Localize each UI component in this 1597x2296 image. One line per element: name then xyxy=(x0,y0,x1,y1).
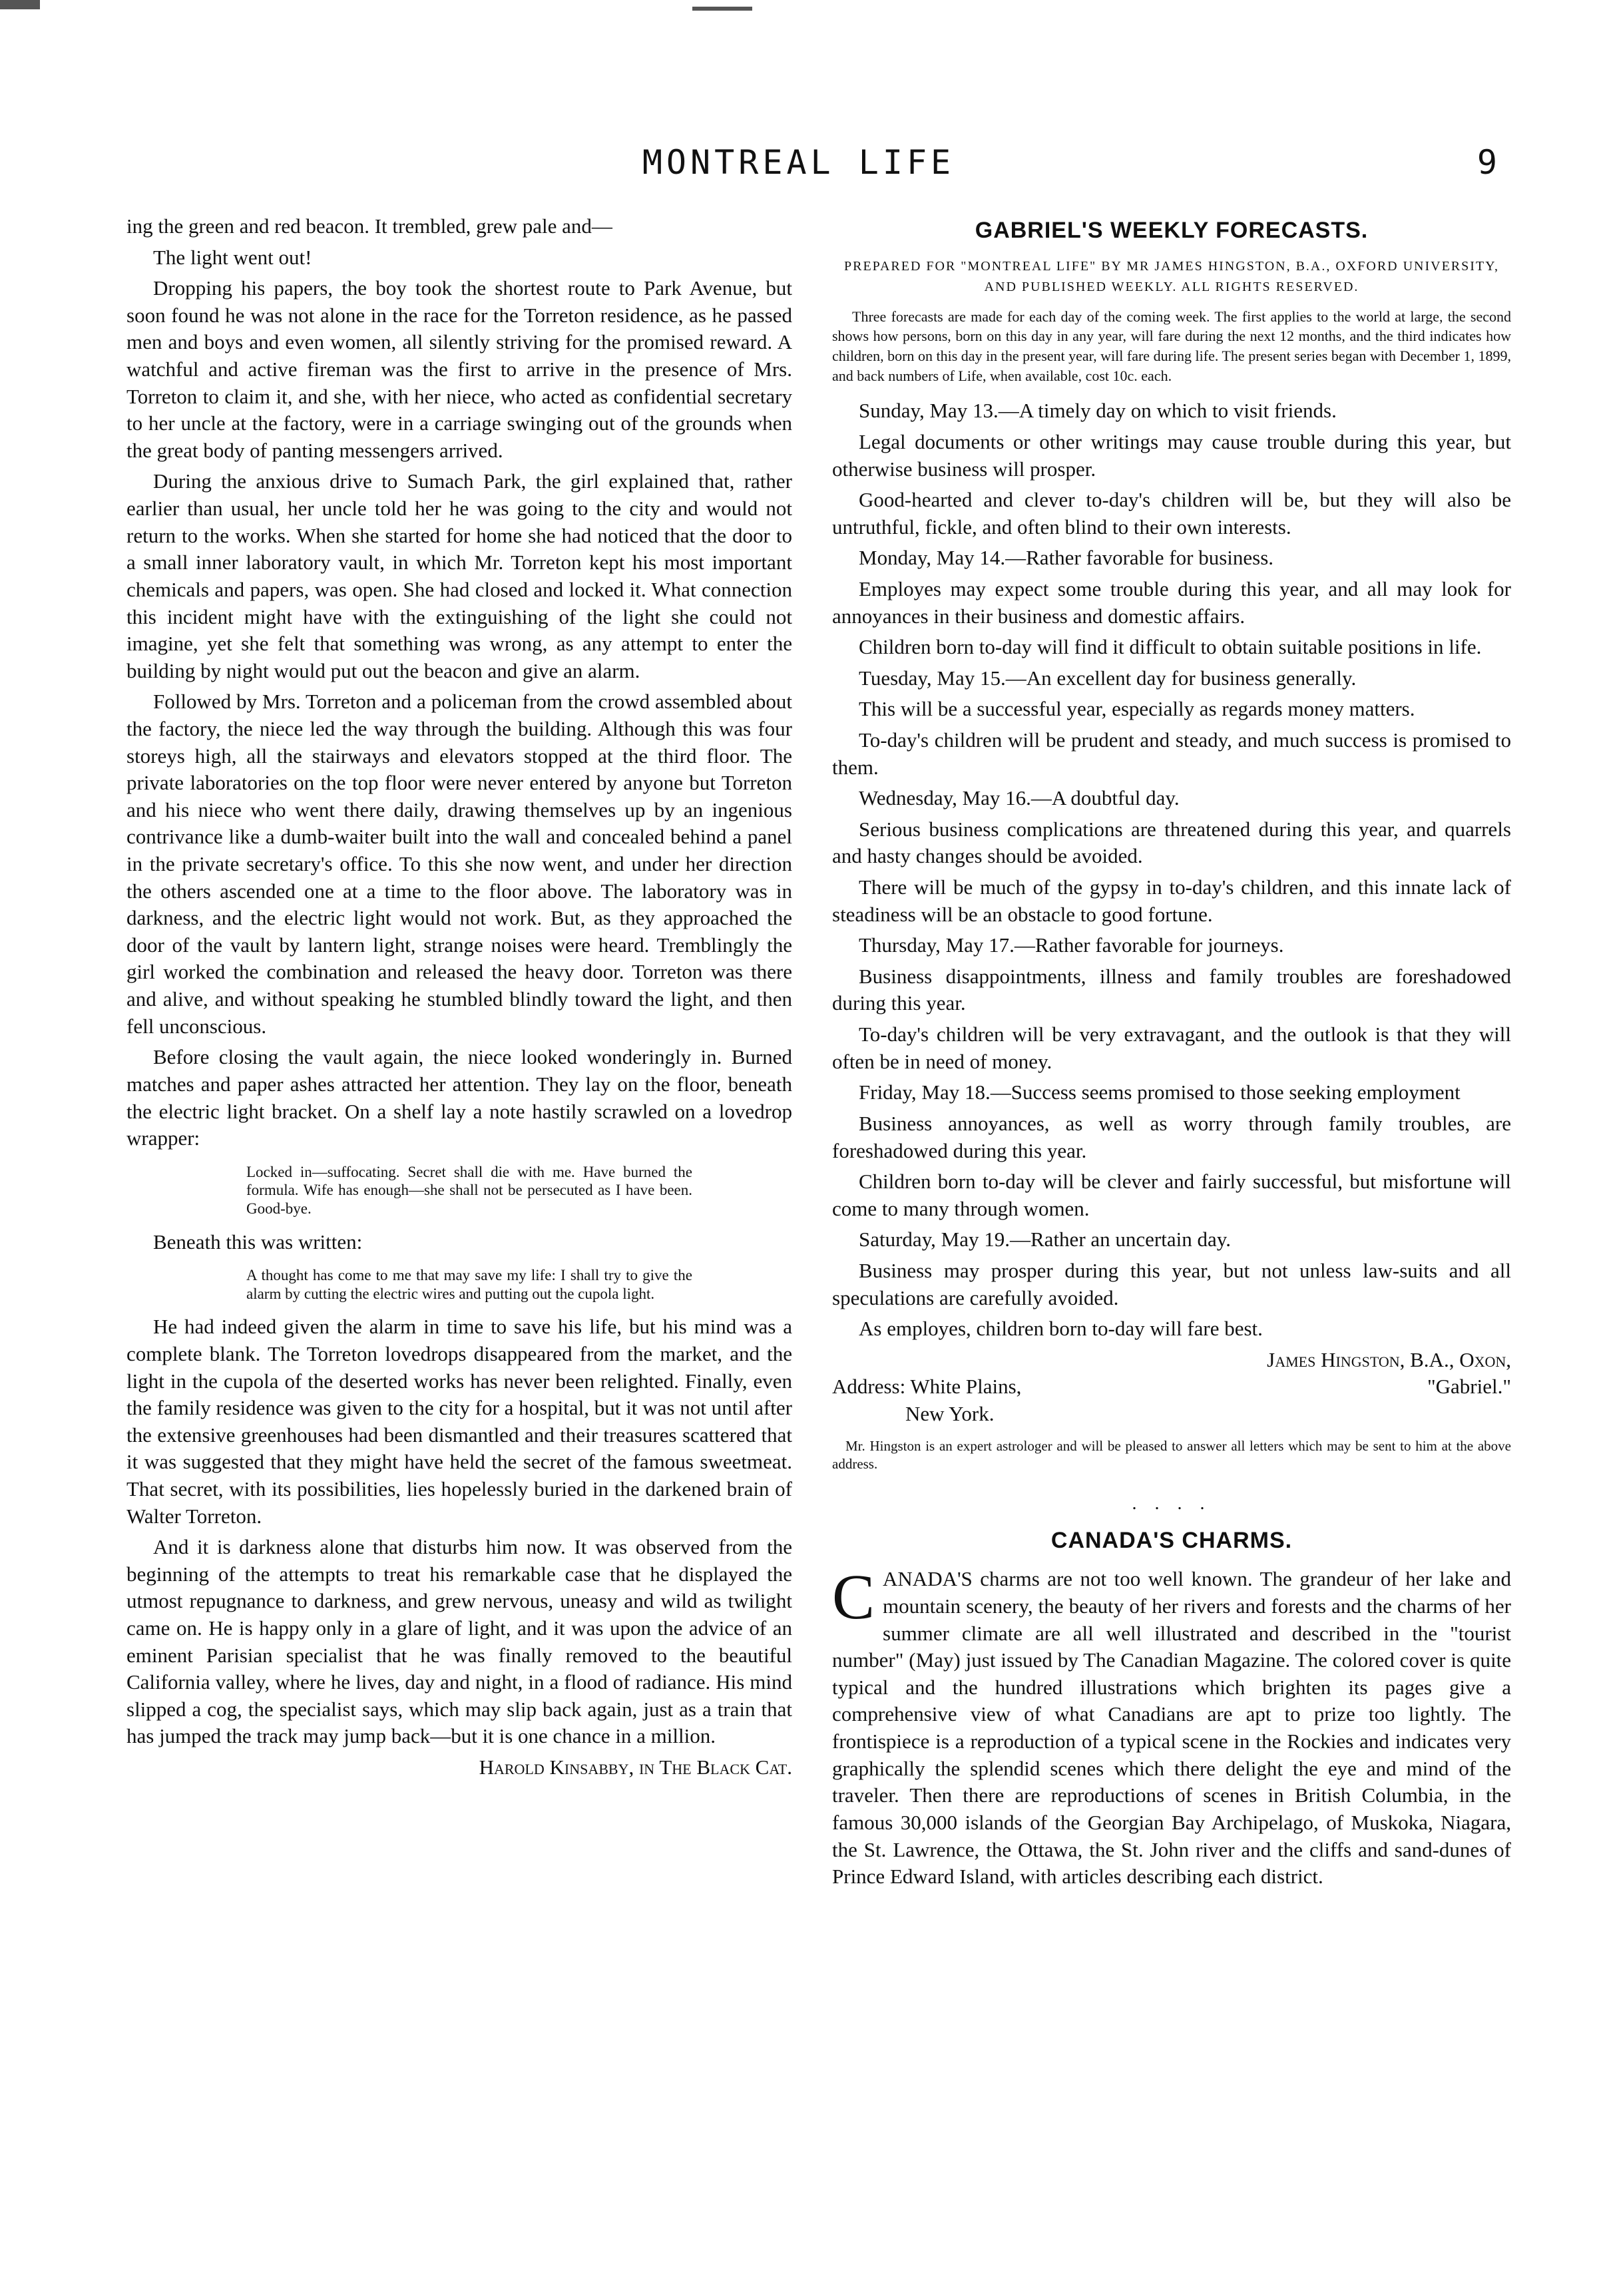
forecast-line: Sunday, May 13.—A timely day on which to visit friends. xyxy=(859,399,1337,423)
forecast-line: Thursday, May 17.—Rather favorable for journeys. xyxy=(859,933,1284,957)
second-note: A thought has come to me that may save my life: I shall try to give the alarm by cutting the electric wires and putting out the cupola light. xyxy=(246,1267,692,1302)
address-label: Address: White Plains, xyxy=(832,1375,1022,1399)
right-column xyxy=(832,213,1511,1895)
page-header xyxy=(0,143,1597,196)
scan-artifact-left xyxy=(0,0,40,9)
forecast-line: As employes, children born to-day will fare best. xyxy=(859,1317,1263,1341)
story-paragraph: Dropping his papers, the boy took the shortest route to Park Avenue, but soon found he was not alone in the race for the Torreton residence, as he passed men and boys and even women, all silently striving for the promised reward. A watchful and active fireman was the first to arrive in the presence of Mrs. Torreton to claim it, and she, with her niece, who acted as confidential secretary to her uncle at the factory, were in a carriage swinging out of the grounds when the great body of panting messengers arrived. xyxy=(126,276,792,462)
forecast-line: This will be a successful year, especially as regards money matters. xyxy=(859,697,1415,721)
forecast-line: Saturday, May 19.—Rather an uncertain day. xyxy=(859,1228,1231,1252)
forecasts-prefatory: Three forecasts are made for each day of the coming week. The first applies to the world at large, the second shows how persons, born on this day in any year, will fare during the next 12 months, and the third indicates how children, born on this day in the present year, will fare during life. The present series began with December 1, 1899, and back numbers of Life, when available, cost 10c. each. xyxy=(832,308,1511,384)
forecaster-signature: James Hingston, B.A., Oxon, xyxy=(1267,1347,1511,1371)
forecast-line: Children born to-day will find it difficult to obtain suitable positions in life. xyxy=(859,635,1482,659)
address-line xyxy=(832,1373,1511,1401)
page-number: 9 xyxy=(1477,143,1497,182)
forecast-line: Children born to-day will be clever and fairly successful, but misfortune will come to many through women. xyxy=(832,1170,1511,1220)
story-attribution: Harold Kinsabby, in The Black Cat. xyxy=(479,1755,792,1779)
forecasts-byline: PREPARED FOR "MONTREAL LIFE" BY MR JAMES HINGSTON, B.A., OXFORD UNIVERSITY, AND PUBLISHED WEEKLY. ALL RIGHTS RESERVED. xyxy=(843,258,1500,294)
forecast-line: Legal documents or other writings may cause trouble during this year, but otherwise business will prosper. xyxy=(832,429,1511,481)
drop-cap: C xyxy=(832,1561,875,1633)
section-separator: . . . . xyxy=(1132,1493,1212,1514)
forecast-line: Business annoyances, as well as worry through family troubles, are foreshadowed during this year. xyxy=(832,1111,1511,1162)
forecast-line: Business disappointments, illness and family troubles are foreshadowed during this year. xyxy=(832,964,1511,1015)
story-paragraph: Before closing the vault again, the niece looked wonderingly in. Burned matches and paper ashes attracted her attention. They lay on the floor, beneath the electric light bracket. On a shelf lay a note hastily scrawled on a lovedrop wrapper: xyxy=(126,1045,792,1150)
forecast-line: Wednesday, May 16.—A doubtful day. xyxy=(859,786,1180,810)
forecast-line: There will be much of the gypsy in to-day's children, and this innate lack of steadiness will be an obstacle to good fortune. xyxy=(832,875,1511,926)
forecast-line: Monday, May 14.—Rather favorable for business. xyxy=(859,546,1274,570)
charms-paragraph xyxy=(832,1561,1511,1890)
story-paragraph: And it is darkness alone that disturbs him now. It was observed from the beginning of the attempts to treat his remarkable case that he displayed the utmost repugnance to darkness, and grew nervous, uneasy and wild as twilight came on. He is happy only in a glare of light, and it was upon the advice of an eminent Parisian specialist that he was finally removed to the beautiful California valley, where he lives, day and night, in a flood of radiance. His mind slipped a cog, the specialist says, which may slip back again, just as a train that has jumped the track may jump back—but it is one chance in a million. xyxy=(126,1535,792,1748)
forecast-line: Business may prosper during this year, but not unless law-suits and all speculations are carefully avoided. xyxy=(832,1258,1511,1309)
story-paragraph: During the anxious drive to Sumach Park, the girl explained that, rather earlier than usual, her uncle told her he was going to the city and would not return to the works. When she started for home she had noticed that the door to a small inner laboratory vault, in which Mr. Torreton kept his most important chemicals and papers, was open. She had closed and locked it. What connection this incident might have with the extinguishing of the light she could not imagine, yet she felt that something was wrong, as any attempt to enter the building by night would put out the beacon and give an alarm. xyxy=(126,469,792,682)
scrawled-note: Locked in—suffocating. Secret shall die with me. Have burned the formula. Wife has enough—she shall not be persecuted as I have been. Good-bye. xyxy=(246,1163,692,1217)
story-paragraph: Beneath this was written: xyxy=(153,1230,363,1254)
forecast-line: Good-hearted and clever to-day's children will be, but they will also be untruthful, fickle, and often blind to their own interests. xyxy=(832,488,1511,539)
charms-title: CANADA'S CHARMS. xyxy=(1050,1527,1293,1553)
running-head: MONTREAL LIFE xyxy=(642,143,955,182)
scan-artifact-mid xyxy=(692,7,752,11)
charms-text: ANADA'S charms are not too well known. The grandeur of her lake and mountain scenery, the beauty of her rivers and forests and the charms of her summer climate are all well illustrated and described in the "tourist number" (May) just issued by The Canadian Magazine. The colored cover is quite typical and the hundred illustrations which brighten its pages give a comprehensive view of what Canadians are apt to prize too lightly. The frontispiece is a reproduction of a typical scene in the Rockies and indicates very graphically the splendid scenes which there delight the eye and mind of the traveler. Then there are reproductions of scenes in British Columbia, in the famous 30,000 islands of the Georgian Bay Archipelago, of Muskoka, Niagara, the St. Lawrence, the Ottawa, the St. John river and the cliffs and sand-dunes of Prince Edward Island, with articles describing each district. xyxy=(832,1567,1511,1889)
forecast-line: Tuesday, May 15.—An excellent day for business generally. xyxy=(859,666,1357,690)
forecast-line: Serious business complications are threatened during this year, and quarrels and hasty changes should be avoided. xyxy=(832,817,1511,868)
forecasts-title: GABRIEL'S WEEKLY FORECASTS. xyxy=(975,218,1369,243)
story-paragraph: The light went out! xyxy=(153,245,312,269)
story-paragraph: Followed by Mrs. Torreton and a policeman from the crowd assembled about the factory, the niece led the way through the building. Although this was four storeys high, all the stairways and elevators stopped at the third floor. The private laboratories on the top floor were never entered by anyone but Torreton and his niece who went there daily, drawing themselves up by an ingenious contrivance like a dumb-waiter built into the wall and concealed behind a panel in the private secretary's office. To this she now went, and under her direction the others ascended one at a time to the floor above. The laboratory was in darkness, and the electric light would not work. But, as they approached the door of the vault by lantern light, strange noises were heard. Tremblingly the girl worked the combination and released the heavy door. Torreton was there and alive, and without speaking he stumbled blindly toward the light, and then fell unconscious. xyxy=(126,690,792,1038)
forecast-line: Employes may expect some trouble during this year, and all may look for annoyances in their business and domestic affairs. xyxy=(832,576,1511,628)
left-column xyxy=(126,213,792,1781)
pen-name: "Gabriel." xyxy=(1427,1375,1511,1399)
story-paragraph: He had indeed given the alarm in time to save his life, but his mind was a complete blank. The Torreton lovedrops disappeared from the market, and the light in the cupola of the deserted works has never been relighted. Finally, even the family residence was given to the city for a hospital, but it was not until after the extensive greenhouses had been dismantled and their treasures scattered that it was suggested that they might have held the secret of the famous sweetmeat. That secret, with its possibilities, lies hopelessly buried in the darkened brain of Walter Torreton. xyxy=(126,1315,792,1528)
address-city: New York. xyxy=(905,1402,995,1425)
forecast-line: To-day's children will be prudent and steady, and much success is promised to them. xyxy=(832,728,1511,779)
story-paragraph: ing the green and red beacon. It trembled, grew pale and— xyxy=(126,214,612,238)
forecast-line: Friday, May 18.—Success seems promised to those seeking employment xyxy=(859,1080,1461,1104)
forecast-line: To-day's children will be very extravagant, and the outlook is that they will often be in need of money. xyxy=(832,1023,1511,1073)
forecasts-footnote: Mr. Hingston is an expert astrologer and will be pleased to answer all letters which may be sent to him at the above address. xyxy=(832,1437,1511,1472)
